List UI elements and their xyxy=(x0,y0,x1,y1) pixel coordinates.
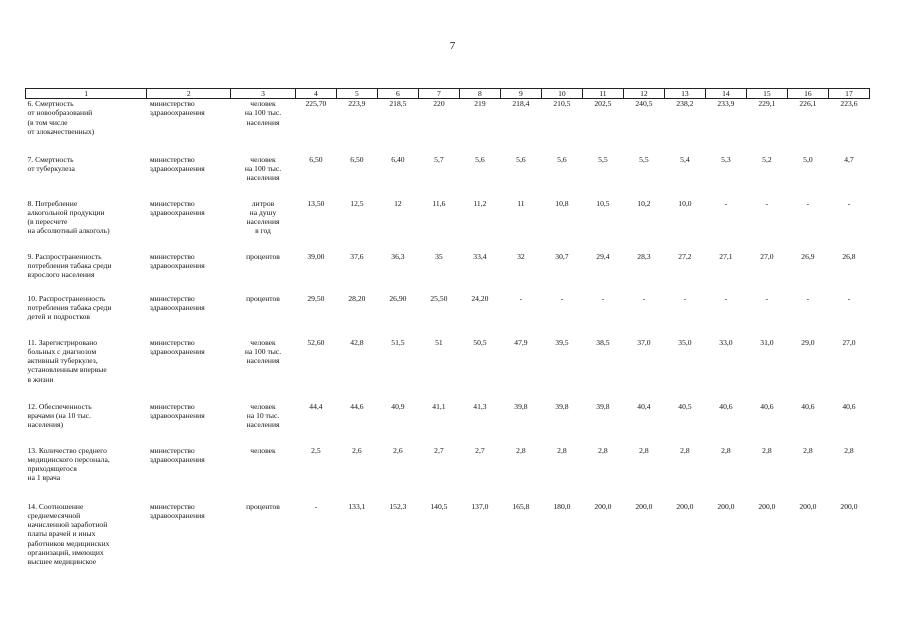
value-cell: 2,8 xyxy=(721,445,731,455)
indicator-cell-line: 12. Обеспеченность xyxy=(27,401,92,411)
column-header-2: 2 xyxy=(147,89,231,99)
unit-cell-line: человек xyxy=(250,99,276,109)
value-cell: 40,9 xyxy=(391,401,405,411)
unit-cell xyxy=(231,338,296,402)
indicator-cell xyxy=(26,199,147,252)
value-cell: 6,50 xyxy=(309,154,323,164)
value-cell: 5,0 xyxy=(803,154,813,164)
value-cell: 219 xyxy=(474,99,486,109)
table-row xyxy=(26,99,870,155)
indicator-cell-line: приходящегося xyxy=(27,464,77,474)
column-header-8: 8 xyxy=(459,89,500,99)
value-cell: 40,5 xyxy=(678,401,692,411)
value-cell: 223,6 xyxy=(840,99,858,109)
table-row xyxy=(26,294,870,338)
column-header-13: 13 xyxy=(664,89,705,99)
indicator-cell-line: 11. Зарегистрировано xyxy=(27,337,98,347)
unit-cell-line: на душу xyxy=(249,207,277,217)
value-cell: 40,4 xyxy=(637,401,651,411)
indicator-cell-line: от новообразований xyxy=(27,108,93,118)
indicator-cell xyxy=(26,252,147,294)
indicator-cell-line: 6. Смертность xyxy=(27,99,74,109)
value-cell: 31,0 xyxy=(760,337,774,347)
value-cell: 33,4 xyxy=(473,251,487,261)
value-cell: 2,8 xyxy=(803,445,813,455)
indicator-cell-line: врачами (на 10 тыс. xyxy=(27,410,91,420)
value-cell: 39,8 xyxy=(555,401,569,411)
indicator-cell-line: 9. Распространенность xyxy=(27,251,102,261)
value-cell: 11,2 xyxy=(473,198,487,208)
table-body xyxy=(26,99,870,592)
value-cell: 25,50 xyxy=(430,293,448,303)
value-cell: - xyxy=(601,293,605,303)
value-cell: 50,5 xyxy=(473,337,487,347)
ministry-cell-line: министерство xyxy=(149,99,195,109)
unit-cell-line: процентов xyxy=(246,251,280,261)
value-cell: 238,2 xyxy=(676,99,694,109)
value-cell: 44,6 xyxy=(350,401,364,411)
value-cell: 29,0 xyxy=(801,337,815,347)
value-cell: 10,5 xyxy=(596,198,610,208)
value-cell: 41,1 xyxy=(432,401,446,411)
indicator-cell-line: активный туберкулез, xyxy=(27,356,98,366)
value-cell: 133,1 xyxy=(348,501,366,511)
unit-cell xyxy=(231,502,296,592)
unit-cell-line: процентов xyxy=(246,501,280,511)
value-cell: 38,5 xyxy=(596,337,610,347)
column-header-1: 1 xyxy=(26,89,147,99)
value-cell: - xyxy=(806,198,810,208)
value-cell: 218,4 xyxy=(512,99,530,109)
table-row xyxy=(26,155,870,199)
indicator-cell xyxy=(26,446,147,502)
value-cell: 5,5 xyxy=(598,154,608,164)
value-cell: - xyxy=(724,293,728,303)
value-cell: 202,5 xyxy=(594,99,612,109)
value-cell: 40,6 xyxy=(842,401,856,411)
value-cell: 36,3 xyxy=(391,251,405,261)
value-cell: 12,5 xyxy=(350,198,364,208)
column-header-17: 17 xyxy=(828,89,869,99)
ministry-cell-line: здравоохранения xyxy=(149,410,205,420)
value-cell: 140,5 xyxy=(430,501,448,511)
unit-cell-line: в год xyxy=(255,226,271,236)
value-cell: 2,8 xyxy=(680,445,690,455)
ministry-cell-line: здравоохранения xyxy=(149,260,205,270)
unit-cell-line: человек xyxy=(250,337,276,347)
unit-cell-line: населения xyxy=(246,117,280,127)
column-header-10: 10 xyxy=(541,89,582,99)
ministry-cell-line: министерство xyxy=(149,198,195,208)
ministry-cell xyxy=(147,446,231,502)
indicator-cell xyxy=(26,294,147,338)
value-cell: 200,0 xyxy=(840,501,858,511)
value-cell: 218,5 xyxy=(389,99,407,109)
value-cell: 29,4 xyxy=(596,251,610,261)
value-cell: 5,4 xyxy=(680,154,690,164)
value-cell: 11 xyxy=(517,198,525,208)
value-cell: 41,3 xyxy=(473,401,487,411)
unit-cell xyxy=(231,199,296,252)
ministry-cell-line: министерство xyxy=(149,337,195,347)
ministry-cell-line: министерство xyxy=(149,501,195,511)
unit-cell xyxy=(231,446,296,502)
ministry-cell xyxy=(147,252,231,294)
value-cell: 39,8 xyxy=(514,401,528,411)
value-cell: 24,20 xyxy=(471,293,489,303)
table-row xyxy=(26,199,870,252)
value-cell: 200,0 xyxy=(594,501,612,511)
ministry-cell xyxy=(147,199,231,252)
unit-cell-line: литров xyxy=(251,198,275,208)
value-cell: 2,8 xyxy=(516,445,526,455)
value-cell: 226,1 xyxy=(799,99,817,109)
indicator-cell-line: детей и подростков xyxy=(27,312,91,322)
value-cell: 137,0 xyxy=(471,501,489,511)
table-row xyxy=(26,446,870,502)
indicator-cell-line: от туберкулеза xyxy=(27,163,75,173)
value-cell: 28,3 xyxy=(637,251,651,261)
value-cell: 35 xyxy=(435,251,443,261)
unit-cell-line: процентов xyxy=(246,293,280,303)
ministry-cell xyxy=(147,402,231,446)
ministry-cell-line: здравоохранения xyxy=(149,163,205,173)
value-cell: 10,0 xyxy=(678,198,692,208)
column-header-12: 12 xyxy=(623,89,664,99)
indicator-cell-line: (в пересчете xyxy=(27,217,68,227)
value-cell: 5,7 xyxy=(434,154,444,164)
value-cell: 27,0 xyxy=(760,251,774,261)
value-cell: 200,0 xyxy=(676,501,694,511)
indicator-cell-line: алкогольной продукции xyxy=(27,207,105,217)
indicator-cell-line: 13. Количество среднего xyxy=(27,445,107,455)
indicator-cell-line: на абсолютный алкоголь) xyxy=(27,226,110,236)
ministry-cell-line: министерство xyxy=(149,251,195,261)
value-cell: - xyxy=(519,293,523,303)
indicator-cell-line: начисленной заработной xyxy=(27,520,108,530)
page-number: 7 xyxy=(449,40,456,52)
ministry-cell-line: здравоохранения xyxy=(149,207,205,217)
unit-cell xyxy=(231,155,296,199)
value-cell: 44,4 xyxy=(309,401,323,411)
column-header-9: 9 xyxy=(500,89,541,99)
indicator-cell-line: больных с диагнозом xyxy=(27,346,97,356)
unit-cell-line: человек xyxy=(250,154,276,164)
value-cell: 5,2 xyxy=(762,154,772,164)
ministry-cell-line: здравоохранения xyxy=(149,346,205,356)
indicator-cell xyxy=(26,402,147,446)
value-cell: 26,90 xyxy=(389,293,407,303)
value-cell: 51 xyxy=(435,337,443,347)
indicator-cell-line: от злокачественных) xyxy=(27,126,95,136)
indicator-cell-line: потребления табака среди xyxy=(27,302,112,312)
ministry-cell xyxy=(147,502,231,592)
value-cell: 2,5 xyxy=(311,445,321,455)
value-cell: 223,9 xyxy=(348,99,366,109)
value-cell: 27,1 xyxy=(719,251,733,261)
value-cell: 39,00 xyxy=(307,251,325,261)
value-cell: - xyxy=(314,501,318,511)
value-cell: 52,60 xyxy=(307,337,325,347)
value-cell: - xyxy=(765,293,769,303)
unit-cell xyxy=(231,294,296,338)
value-cell: 5,6 xyxy=(475,154,485,164)
unit-cell-line: на 100 тыс. xyxy=(244,108,282,118)
indicator-cell-line: 14. Соотношение xyxy=(27,501,84,511)
indicator-cell-line: 7. Смертность xyxy=(27,154,74,164)
value-cell: 6,40 xyxy=(391,154,405,164)
value-cell: 200,0 xyxy=(635,501,653,511)
indicator-cell xyxy=(26,99,147,155)
value-cell: 2,7 xyxy=(475,445,485,455)
value-cell: 2,6 xyxy=(393,445,403,455)
ministry-cell-line: министерство xyxy=(149,445,195,455)
value-cell: 5,6 xyxy=(516,154,526,164)
value-cell: 51,5 xyxy=(391,337,405,347)
value-cell: 30,7 xyxy=(555,251,569,261)
ministry-cell-line: здравоохранения xyxy=(149,302,205,312)
table-row xyxy=(26,252,870,294)
value-cell: 10,8 xyxy=(555,198,569,208)
value-cell: 220 xyxy=(433,99,445,109)
value-cell: 40,6 xyxy=(719,401,733,411)
value-cell: 39,8 xyxy=(596,401,610,411)
value-cell: 47,9 xyxy=(514,337,528,347)
ministry-cell-line: министерство xyxy=(149,154,195,164)
value-cell: 27,0 xyxy=(842,337,856,347)
indicator-cell-line: среднемесячной xyxy=(27,510,81,520)
value-cell: - xyxy=(724,198,728,208)
value-cell: - xyxy=(560,293,564,303)
indicator-cell-line: высшее медицинское xyxy=(27,556,97,566)
value-cell: 33,0 xyxy=(719,337,733,347)
indicator-cell-line: на 1 врача xyxy=(27,473,61,483)
indicator-cell-line: населения) xyxy=(27,420,64,430)
indicator-cell-line: взрослого населения xyxy=(27,270,95,280)
table-row xyxy=(26,402,870,446)
value-cell: 180,0 xyxy=(553,501,571,511)
indicator-cell-line: установленным впервые xyxy=(27,365,107,375)
ministry-cell xyxy=(147,294,231,338)
unit-cell-line: на 10 тыс. xyxy=(246,410,280,420)
value-cell: 2,8 xyxy=(557,445,567,455)
unit-cell-line: человек xyxy=(250,401,276,411)
value-cell: 200,0 xyxy=(758,501,776,511)
ministry-cell xyxy=(147,155,231,199)
value-cell: 2,6 xyxy=(352,445,362,455)
indicator-cell-line: 10. Распространенность xyxy=(27,293,106,303)
value-cell: 165,8 xyxy=(512,501,530,511)
indicators-table xyxy=(25,88,870,592)
value-cell: 6,50 xyxy=(350,154,364,164)
value-cell: 35,0 xyxy=(678,337,692,347)
column-header-16: 16 xyxy=(787,89,828,99)
indicator-cell-line: (в том числе xyxy=(27,117,68,127)
column-header-14: 14 xyxy=(705,89,746,99)
indicator-cell-line: организаций, имеющих xyxy=(27,547,104,557)
ministry-cell xyxy=(147,338,231,402)
column-header-5: 5 xyxy=(336,89,377,99)
table-row xyxy=(26,338,870,402)
value-cell: 28,20 xyxy=(348,293,366,303)
column-header-3: 3 xyxy=(231,89,296,99)
unit-cell-line: населения xyxy=(246,217,280,227)
ministry-cell-line: здравоохранения xyxy=(149,454,205,464)
value-cell: 26,9 xyxy=(801,251,815,261)
value-cell: 40,6 xyxy=(760,401,774,411)
value-cell: - xyxy=(642,293,646,303)
value-cell: 5,6 xyxy=(557,154,567,164)
unit-cell xyxy=(231,402,296,446)
value-cell: 29,50 xyxy=(307,293,325,303)
value-cell: 5,5 xyxy=(639,154,649,164)
value-cell: 225,70 xyxy=(305,99,327,109)
value-cell: - xyxy=(683,293,687,303)
unit-cell-line: человек xyxy=(250,445,276,455)
indicator-cell-line: потребления табака среди xyxy=(27,260,112,270)
indicator-cell-line: платы врачей и иных xyxy=(27,529,96,539)
value-cell: 42,8 xyxy=(350,337,364,347)
value-cell: 11,6 xyxy=(432,198,446,208)
value-cell: 5,3 xyxy=(721,154,731,164)
unit-cell-line: населения xyxy=(246,420,280,430)
value-cell: - xyxy=(806,293,810,303)
indicator-cell-line: медицинского персонала, xyxy=(27,454,110,464)
ministry-cell-line: министерство xyxy=(149,401,195,411)
unit-cell-line: населения xyxy=(246,356,280,366)
ministry-cell-line: министерство xyxy=(149,293,195,303)
value-cell: - xyxy=(847,198,851,208)
value-cell: 37,0 xyxy=(637,337,651,347)
value-cell: 12 xyxy=(394,198,402,208)
indicator-cell xyxy=(26,502,147,592)
value-cell: 10,2 xyxy=(637,198,651,208)
value-cell: 233,9 xyxy=(717,99,735,109)
ministry-cell-line: здравоохранения xyxy=(149,108,205,118)
column-header-11: 11 xyxy=(582,89,623,99)
value-cell: 2,8 xyxy=(639,445,649,455)
value-cell: 4,7 xyxy=(844,154,854,164)
value-cell: 152,3 xyxy=(389,501,407,511)
indicator-cell xyxy=(26,338,147,402)
column-header-4: 4 xyxy=(295,89,336,99)
value-cell: 13,50 xyxy=(307,198,325,208)
value-cell: 32 xyxy=(517,251,525,261)
value-cell: 26,8 xyxy=(842,251,856,261)
value-cell: 2,8 xyxy=(598,445,608,455)
value-cell: 210,5 xyxy=(553,99,571,109)
value-cell: 200,0 xyxy=(717,501,735,511)
value-cell: 200,0 xyxy=(799,501,817,511)
indicator-cell xyxy=(26,155,147,199)
value-cell: 240,5 xyxy=(635,99,653,109)
column-header-7: 7 xyxy=(418,89,459,99)
unit-cell xyxy=(231,99,296,155)
value-cell: - xyxy=(765,198,769,208)
ministry-cell-line: здравоохранения xyxy=(149,510,205,520)
table-row xyxy=(26,502,870,592)
unit-cell-line: на 100 тыс. xyxy=(244,163,282,173)
header-row xyxy=(26,89,870,99)
ministry-cell xyxy=(147,99,231,155)
unit-cell-line: населения xyxy=(246,173,280,183)
column-header-15: 15 xyxy=(746,89,787,99)
value-cell: 2,8 xyxy=(844,445,854,455)
indicator-cell-line: в жизни xyxy=(27,374,54,384)
value-cell: 40,6 xyxy=(801,401,815,411)
value-cell: 229,1 xyxy=(758,99,776,109)
value-cell: - xyxy=(847,293,851,303)
value-cell: 2,8 xyxy=(762,445,772,455)
value-cell: 39,5 xyxy=(555,337,569,347)
column-header-6: 6 xyxy=(377,89,418,99)
value-cell: 2,7 xyxy=(434,445,444,455)
value-cell: 37,6 xyxy=(350,251,364,261)
indicator-cell-line: работников медицинских xyxy=(27,538,110,548)
unit-cell xyxy=(231,252,296,294)
unit-cell-line: на 100 тыс. xyxy=(244,346,282,356)
value-cell: 27,2 xyxy=(678,251,692,261)
indicator-cell-line: 8. Потребление xyxy=(27,198,78,208)
